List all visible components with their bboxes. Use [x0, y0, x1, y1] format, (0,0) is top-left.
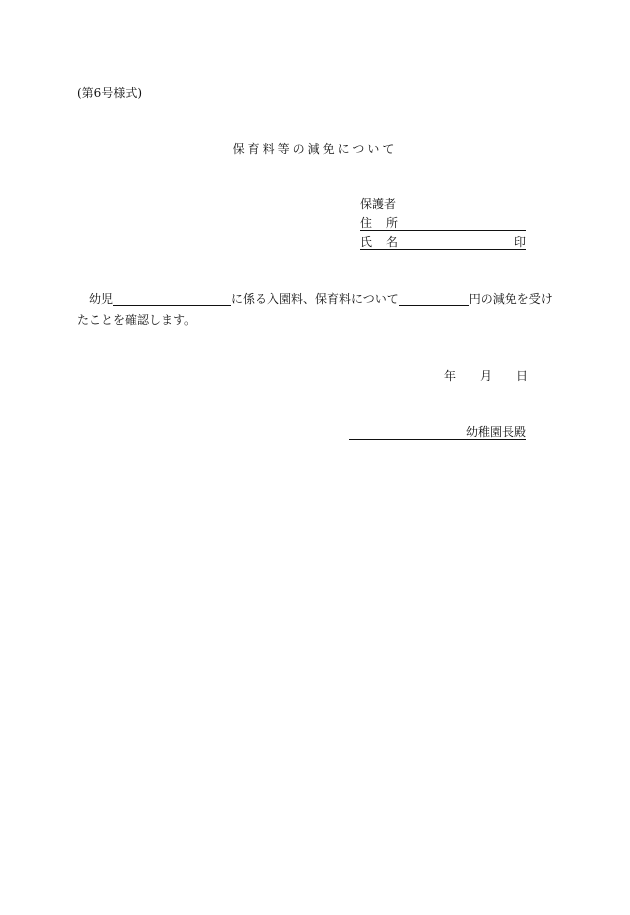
child-name-blank[interactable] [113, 292, 231, 306]
guardian-name-field[interactable] [360, 235, 526, 250]
addressee-field[interactable] [349, 425, 526, 440]
reduction-text: 円の減免を受け [468, 292, 553, 306]
seal-mark: 印 [513, 235, 526, 249]
fee-text: に係る入園料、保育料について [231, 292, 399, 306]
body-sentence-line-2: たことを確認します。 [77, 313, 197, 327]
page-title: 保育料等の減免について [232, 142, 398, 156]
guardian-address-field[interactable] [360, 216, 526, 231]
amount-blank[interactable] [399, 292, 469, 306]
addressee-label: 幼稚園長殿 [465, 425, 526, 439]
body-sentence-line-1 [89, 292, 553, 306]
date-year-label: 年 [444, 369, 457, 383]
name-label: 氏 名 [360, 235, 400, 249]
child-label: 幼児 [89, 292, 114, 306]
address-label: 住 所 [360, 216, 400, 230]
form-number: (第6号様式) [77, 86, 142, 100]
date-day-label: 日 [516, 369, 529, 383]
date-month-label: 月 [480, 369, 493, 383]
guardian-label: 保護者 [360, 197, 397, 211]
